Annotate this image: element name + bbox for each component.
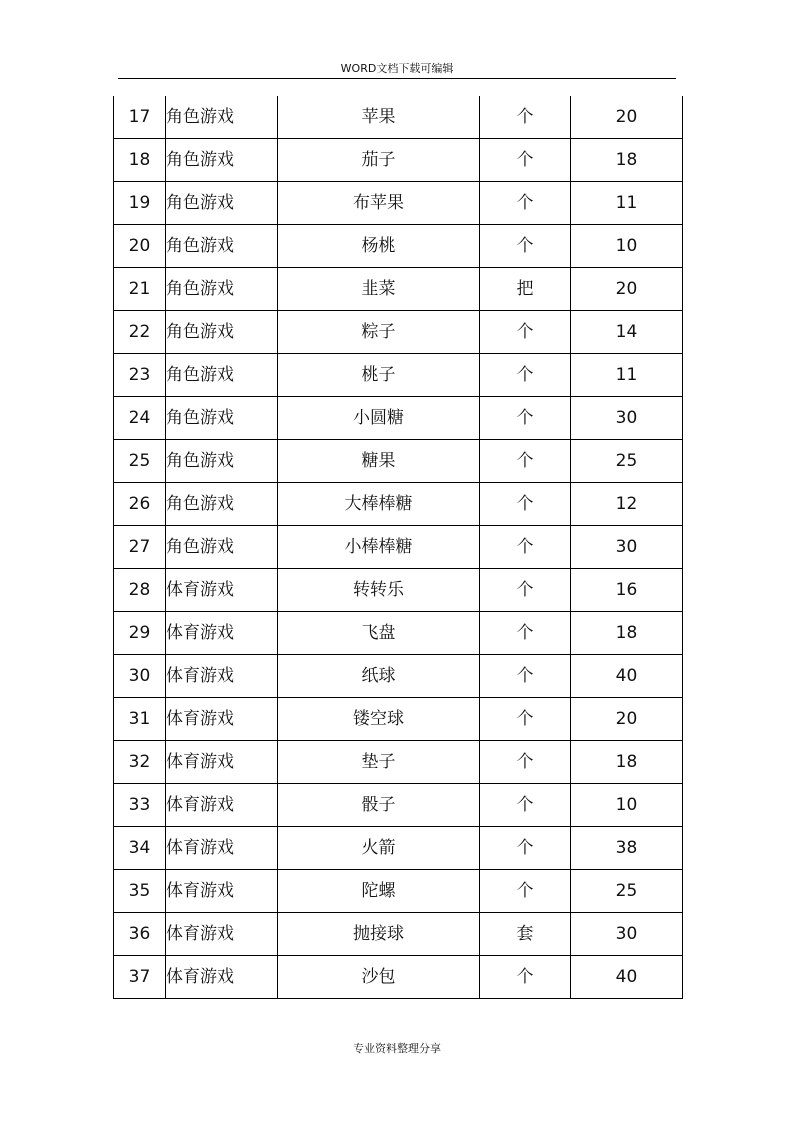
table-row (114, 569, 683, 612)
table-row (114, 440, 683, 483)
quantity-cell: 38 (571, 827, 683, 870)
quantity-cell: 14 (571, 311, 683, 354)
row-number-cell: 24 (114, 397, 166, 440)
category-cell: 体育游戏 (166, 612, 278, 655)
row-number-cell: 34 (114, 827, 166, 870)
category-cell: 角色游戏 (166, 96, 278, 139)
category-cell: 角色游戏 (166, 311, 278, 354)
row-number-cell: 37 (114, 956, 166, 999)
item-name-cell: 抛接球 (278, 913, 480, 956)
quantity-cell: 12 (571, 483, 683, 526)
table-row (114, 870, 683, 913)
item-name-cell: 骰子 (278, 784, 480, 827)
item-name-cell: 茄子 (278, 139, 480, 182)
unit-cell: 个 (480, 956, 571, 999)
unit-cell: 个 (480, 354, 571, 397)
quantity-cell: 16 (571, 569, 683, 612)
item-name-cell: 韭菜 (278, 268, 480, 311)
item-name-cell: 镂空球 (278, 698, 480, 741)
row-number-cell: 17 (114, 96, 166, 139)
header-text: WORD文档下载可编辑 (340, 62, 454, 75)
unit-cell: 个 (480, 784, 571, 827)
table-row (114, 698, 683, 741)
quantity-cell: 11 (571, 354, 683, 397)
category-cell: 角色游戏 (166, 397, 278, 440)
quantity-cell: 25 (571, 870, 683, 913)
item-name-cell: 沙包 (278, 956, 480, 999)
table-row (114, 655, 683, 698)
category-cell: 角色游戏 (166, 354, 278, 397)
category-cell: 体育游戏 (166, 956, 278, 999)
quantity-cell: 11 (571, 182, 683, 225)
category-cell: 角色游戏 (166, 182, 278, 225)
item-name-cell: 桃子 (278, 354, 480, 397)
unit-cell: 个 (480, 655, 571, 698)
table-row (114, 913, 683, 956)
category-cell: 体育游戏 (166, 827, 278, 870)
inventory-table (113, 96, 683, 999)
unit-cell: 个 (480, 96, 571, 139)
item-name-cell: 转转乐 (278, 569, 480, 612)
table-row (114, 354, 683, 397)
table-row (114, 526, 683, 569)
quantity-cell: 40 (571, 956, 683, 999)
unit-cell: 个 (480, 569, 571, 612)
row-number-cell: 28 (114, 569, 166, 612)
item-name-cell: 纸球 (278, 655, 480, 698)
item-name-cell: 陀螺 (278, 870, 480, 913)
category-cell: 角色游戏 (166, 139, 278, 182)
quantity-cell: 10 (571, 784, 683, 827)
table-body (114, 96, 683, 999)
item-name-cell: 大棒棒糖 (278, 483, 480, 526)
row-number-cell: 29 (114, 612, 166, 655)
category-cell: 体育游戏 (166, 784, 278, 827)
quantity-cell: 30 (571, 397, 683, 440)
row-number-cell: 36 (114, 913, 166, 956)
category-cell: 角色游戏 (166, 526, 278, 569)
table-row (114, 741, 683, 784)
row-number-cell: 27 (114, 526, 166, 569)
table-row (114, 139, 683, 182)
table-row (114, 827, 683, 870)
table-row (114, 397, 683, 440)
table-row (114, 225, 683, 268)
item-name-cell: 苹果 (278, 96, 480, 139)
quantity-cell: 18 (571, 139, 683, 182)
category-cell: 角色游戏 (166, 440, 278, 483)
category-cell: 角色游戏 (166, 225, 278, 268)
category-cell: 体育游戏 (166, 913, 278, 956)
row-number-cell: 31 (114, 698, 166, 741)
row-number-cell: 35 (114, 870, 166, 913)
category-cell: 体育游戏 (166, 655, 278, 698)
table-row (114, 784, 683, 827)
row-number-cell: 21 (114, 268, 166, 311)
footer-text: 专业资料整理分享 (353, 1042, 441, 1055)
unit-cell: 个 (480, 225, 571, 268)
unit-cell: 个 (480, 612, 571, 655)
row-number-cell: 33 (114, 784, 166, 827)
item-name-cell: 小圆糖 (278, 397, 480, 440)
page-footer (0, 1040, 794, 1056)
unit-cell: 个 (480, 827, 571, 870)
quantity-cell: 25 (571, 440, 683, 483)
category-cell: 体育游戏 (166, 569, 278, 612)
row-number-cell: 32 (114, 741, 166, 784)
table-row (114, 483, 683, 526)
row-number-cell: 23 (114, 354, 166, 397)
unit-cell: 个 (480, 440, 571, 483)
quantity-cell: 10 (571, 225, 683, 268)
row-number-cell: 18 (114, 139, 166, 182)
unit-cell: 把 (480, 268, 571, 311)
item-name-cell: 糖果 (278, 440, 480, 483)
unit-cell: 套 (480, 913, 571, 956)
unit-cell: 个 (480, 311, 571, 354)
page-header (118, 60, 676, 79)
row-number-cell: 22 (114, 311, 166, 354)
row-number-cell: 19 (114, 182, 166, 225)
item-name-cell: 布苹果 (278, 182, 480, 225)
table-row (114, 311, 683, 354)
row-number-cell: 20 (114, 225, 166, 268)
quantity-cell: 30 (571, 913, 683, 956)
quantity-cell: 30 (571, 526, 683, 569)
category-cell: 体育游戏 (166, 870, 278, 913)
item-name-cell: 飞盘 (278, 612, 480, 655)
unit-cell: 个 (480, 526, 571, 569)
inventory-table-container (113, 96, 682, 999)
quantity-cell: 20 (571, 268, 683, 311)
item-name-cell: 火箭 (278, 827, 480, 870)
row-number-cell: 30 (114, 655, 166, 698)
table-row (114, 182, 683, 225)
table-row (114, 956, 683, 999)
table-row (114, 96, 683, 139)
unit-cell: 个 (480, 741, 571, 784)
unit-cell: 个 (480, 698, 571, 741)
unit-cell: 个 (480, 483, 571, 526)
table-row (114, 612, 683, 655)
category-cell: 体育游戏 (166, 741, 278, 784)
quantity-cell: 40 (571, 655, 683, 698)
category-cell: 体育游戏 (166, 698, 278, 741)
row-number-cell: 25 (114, 440, 166, 483)
item-name-cell: 小棒棒糖 (278, 526, 480, 569)
quantity-cell: 18 (571, 612, 683, 655)
quantity-cell: 18 (571, 741, 683, 784)
item-name-cell: 粽子 (278, 311, 480, 354)
category-cell: 角色游戏 (166, 268, 278, 311)
unit-cell: 个 (480, 397, 571, 440)
category-cell: 角色游戏 (166, 483, 278, 526)
row-number-cell: 26 (114, 483, 166, 526)
quantity-cell: 20 (571, 698, 683, 741)
quantity-cell: 20 (571, 96, 683, 139)
unit-cell: 个 (480, 870, 571, 913)
table-row (114, 268, 683, 311)
unit-cell: 个 (480, 139, 571, 182)
item-name-cell: 垫子 (278, 741, 480, 784)
unit-cell: 个 (480, 182, 571, 225)
item-name-cell: 杨桃 (278, 225, 480, 268)
